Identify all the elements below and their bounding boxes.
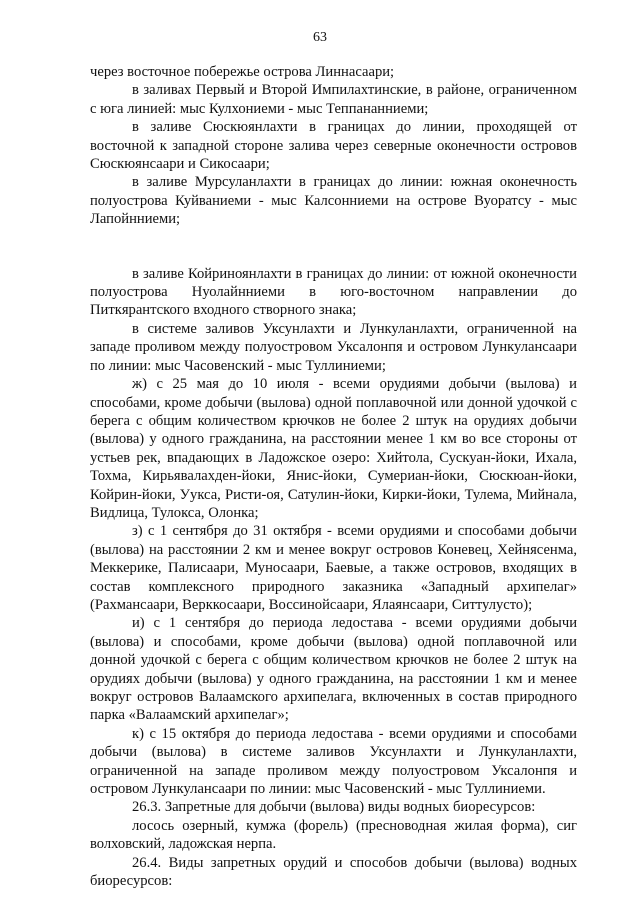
paragraph-item-z: з) с 1 сентября до 31 октября - всеми орудиями и способами добычи (вылова) на расстоянии 2 км и менее вокруг островов Коневец, Хейнясенма, Меккерике, Палисаари, Муносаари, Баевые, а также островов, входящих в состав комплексного природного заказника «Западный архипелаг» (Рахмансаари, Верккосаари, Воссинойсаари, Ялаянсаари, Ситтулусто); xyxy=(90,523,577,613)
paragraph-protected-species: лосось озерный, кумжа (форель) (пресноводная жилая форма), сиг волховский, ладожская нерпа. xyxy=(90,817,577,853)
paragraph-uksunlahti-system: в системе заливов Уксунлахти и Лункуланлахти, ограниченной на западе проливом между полуостровом Уксалонпя и островом Лункулансаари по линии: мыс Часовенский - мыс Туллиниеми; xyxy=(90,320,577,374)
paragraph-syuskyuyanlahti: в заливе Сюскюянлахти в границах до линии, проходящей от восточной к западной стороне залива через северные оконечности островов Сюскюянсаари и Сикосаари; xyxy=(90,119,577,173)
paragraph-koirinoyanlahti: в заливе Койриноянлахти в границах до линии: от южной оконечности полуострова Нуолайнниеми в юго-восточном направлении до Питкярантского входного створного знака; xyxy=(90,265,577,319)
paragraph-item-k: к) с 15 октября до периода ледостава - всеми орудиями и способами добычи (вылова) в системе заливов Уксунлахти и Лункуланлахти, ограниченной на западе проливом между полуостровом Уксалонпя и островом Лункулансаари по линии: мыс Часовенский - мыс Туллиниеми. xyxy=(90,725,577,798)
paragraph-impilahti-bays: в заливах Первый и Второй Импилахтинские, в районе, ограниченном с юга линией: мыс Кулхониеми - мыс Теппананниеми; xyxy=(90,82,577,117)
document-body xyxy=(90,63,577,890)
paragraph-section-26-4: 26.4. Виды запретных орудий и способов добычи (вылова) водных биоресурсов: xyxy=(90,854,577,890)
paragraph-section-26-3: 26.3. Запретные для добычи (вылова) виды водных биоресурсов: xyxy=(132,799,536,816)
page-number: 63 xyxy=(313,30,327,45)
paragraph-item-zh: ж) с 25 мая до 10 июля - всеми орудиями добычи (вылова) и способами, кроме добычи (вылова) одной поплавочной или донной удочкой с берега с общим количеством крючков не более 2 штук на орудиях добычи (вылова) у одного гражданина, на расстоянии менее 1 км во все стороны от устьев рек, впадающих в Ладожское озеро: Хийтола, Сускуан-йоки, Ихала, Тохма, Кирьявалахден-йоки, Янис-йоки, Сумериан-йоки, Сюскюан-йоки, Койрин-йоки, Уукса, Ристи-оя, Сатулин-йоки, Кирки-йоки, Тулема, Мийнала, Видлица, Тулокса, Олонка; xyxy=(90,376,577,521)
paragraph-linnasaari: через восточное побережье острова Линнасаари; xyxy=(90,64,395,80)
paragraph-mursulanlahti: в заливе Мурсуланлахти в границах до линии: южная оконечность полуострова Куйваниеми - мыс Калсонниеми на острове Вуоратсу - мыс Лапойнниеми; xyxy=(90,174,577,228)
paragraph-item-i: и) с 1 сентября до периода ледостава - всеми орудиями добычи (вылова) и способами, кроме добычи (вылова) одной поплавочной или донной удочкой с берега с общим количеством крючков не более 2 штук на орудиях добычи (вылова) у одного гражданина, на расстоянии 1 км и менее вокруг островов Валаамского архипелага, включенных в состав природного парка «Валаамский архипелаг»; xyxy=(90,615,577,724)
